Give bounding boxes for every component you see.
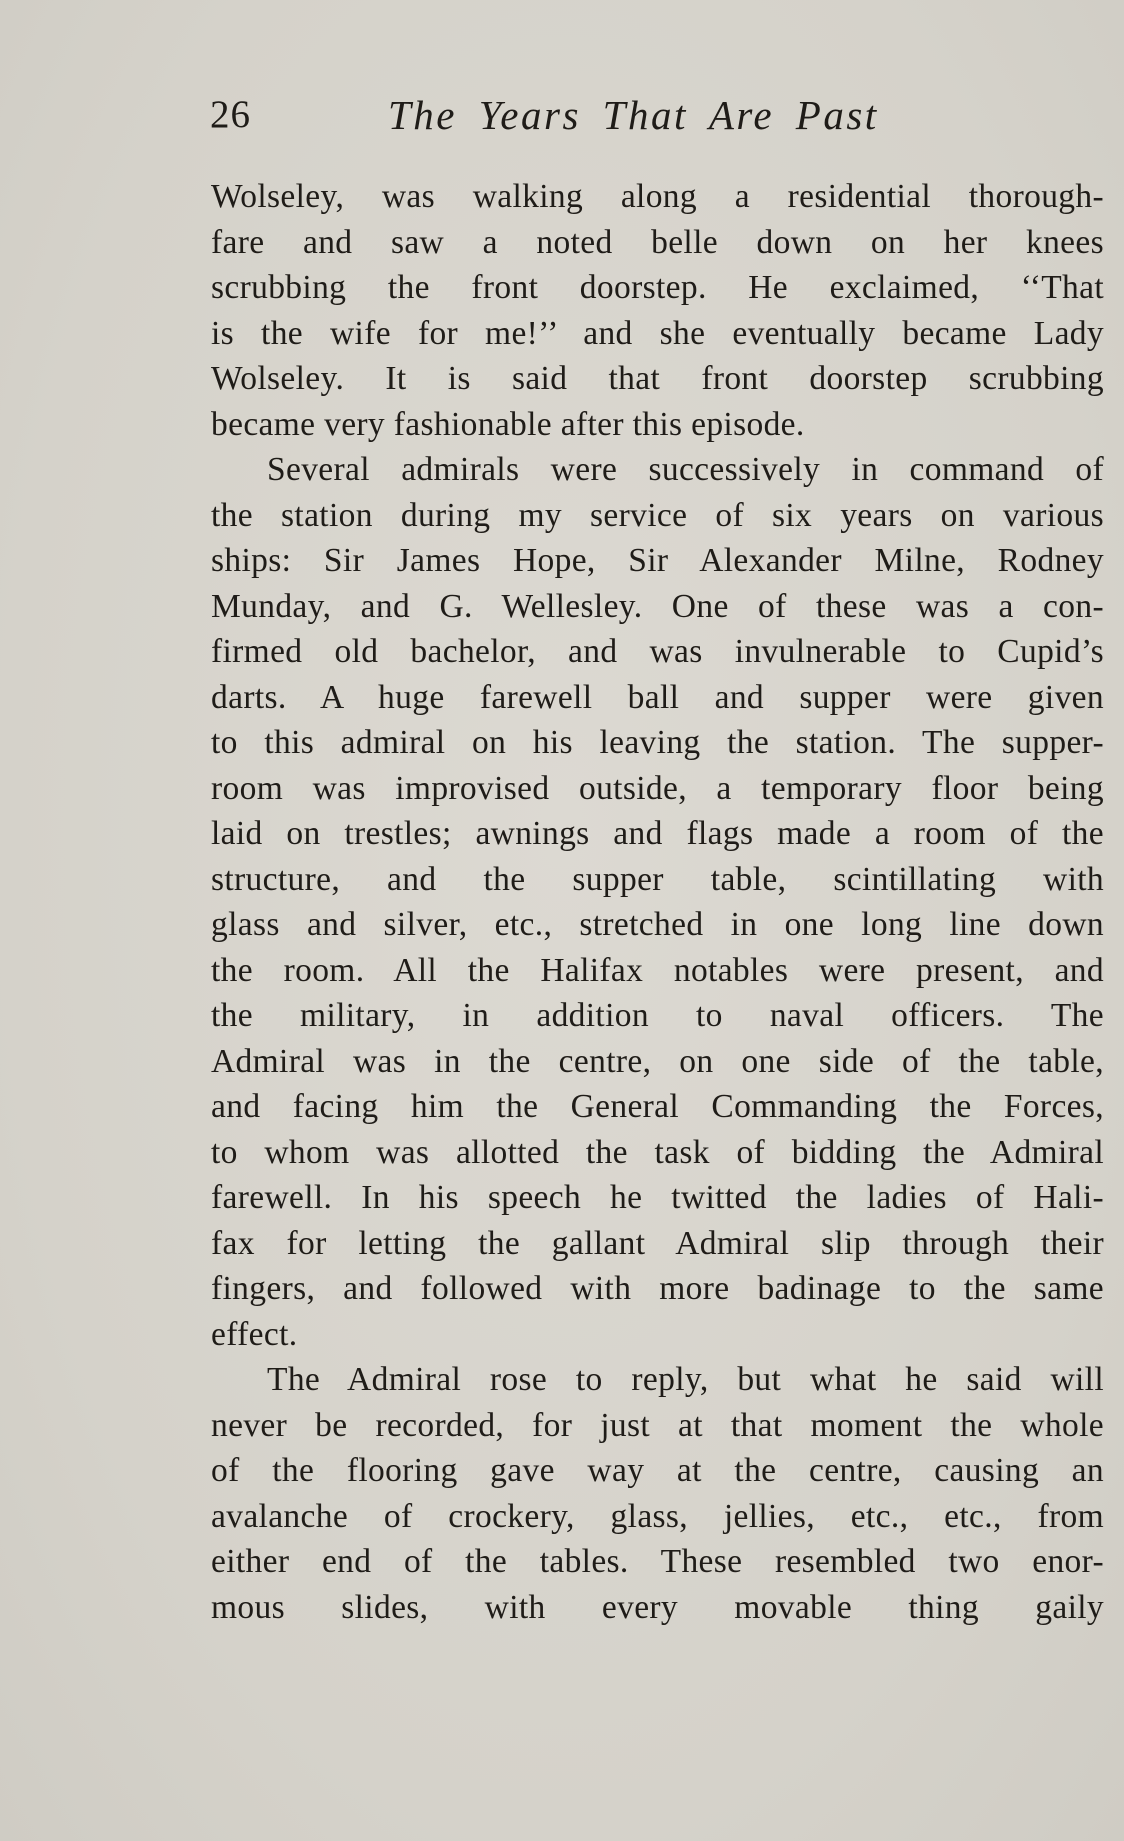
text-line: the station during my service of six years on various <box>211 496 1104 534</box>
running-title: The Years That Are Past <box>388 92 879 138</box>
text-line: mous slides, with every movable thing gaily <box>211 1588 1104 1626</box>
text-line: is the wife for me!’’ and she eventually became Lady <box>211 314 1104 352</box>
body-text <box>211 174 1104 1630</box>
text-line: Wolseley, was walking along a residential thorough- <box>211 178 1104 215</box>
text-line: fax for letting the gallant Admiral slip through their <box>211 1224 1104 1262</box>
text-line: Admiral was in the centre, on one side of the table, <box>211 1042 1104 1080</box>
text-line: Munday, and G. Wellesley. One of these was a con- <box>211 587 1104 625</box>
text-line: fare and saw a noted belle down on her knees <box>211 223 1104 261</box>
running-head <box>210 88 1104 142</box>
text-line: to whom was allotted the task of bidding the Admiral <box>211 1133 1104 1171</box>
text-line: darts. A huge farewell ball and supper were given <box>211 678 1104 716</box>
text-line: the room. All the Halifax notables were present, and <box>211 951 1104 989</box>
text-line: never be recorded, for just at that moment the whole <box>211 1406 1104 1444</box>
paragraph <box>211 1357 1104 1630</box>
text-line: ships: Sir James Hope, Sir Alexander Milne, Rodney <box>211 542 1104 579</box>
text-line: effect. <box>211 1315 298 1353</box>
text-line: The Admiral rose to reply, but what he said will <box>267 1361 1104 1398</box>
text-line: room was improvised outside, a temporary floor being <box>211 769 1104 807</box>
text-line: either end of the tables. These resembled two enor- <box>211 1543 1104 1580</box>
text-line: the military, in addition to naval officers. The <box>211 997 1104 1034</box>
paragraph <box>211 447 1104 1357</box>
text-line: fingers, and followed with more badinage to the same <box>211 1270 1104 1307</box>
text-line: avalanche of crockery, glass, jellies, etc., etc., from <box>211 1497 1104 1535</box>
text-line: Wolseley. It is said that front doorstep scrubbing <box>211 360 1104 397</box>
text-line: to this admiral on his leaving the station. The supper- <box>211 724 1104 761</box>
text-line: of the flooring gave way at the centre, causing an <box>211 1452 1104 1489</box>
text-line: scrubbing the front doorstep. He exclaimed, ‘‘That <box>211 269 1104 306</box>
page-number: 26 <box>210 93 251 136</box>
paragraph <box>211 174 1104 447</box>
text-line: and facing him the General Commanding the Forces, <box>211 1088 1104 1125</box>
text-line: laid on trestles; awnings and flags made a room of the <box>211 815 1104 852</box>
text-line: farewell. In his speech he twitted the ladies of Hali- <box>211 1179 1104 1216</box>
text-line: Several admirals were successively in command of <box>267 451 1104 488</box>
text-line: firmed old bachelor, and was invulnerable to Cupid’s <box>211 633 1104 670</box>
text-line: became very fashionable after this episode. <box>211 405 805 443</box>
text-line: structure, and the supper table, scintillating with <box>211 860 1104 898</box>
text-line: glass and silver, etc., stretched in one long line down <box>211 906 1104 943</box>
